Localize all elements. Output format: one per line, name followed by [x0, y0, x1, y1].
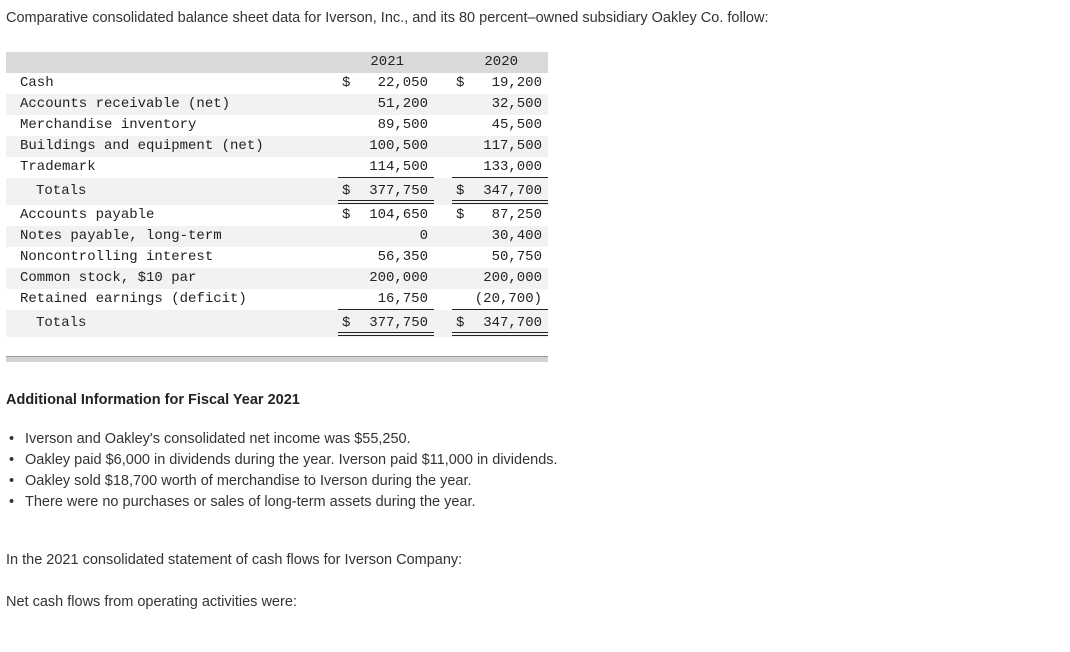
dollar-sign: $ — [342, 75, 351, 91]
value-2021: 100,500 — [369, 138, 428, 154]
bullet-icon: • — [9, 452, 15, 468]
row-label: Notes payable, long-term — [20, 228, 222, 244]
value-2021: 0 — [419, 228, 428, 244]
row-label: Noncontrolling interest — [20, 249, 214, 265]
bullet-icon: • — [9, 473, 15, 489]
list-item-text: Oakley paid $6,000 in dividends during the year. Iverson paid $11,000 in dividends. — [25, 452, 558, 468]
table-bottom-bar — [6, 356, 548, 362]
dollar-sign: $ — [342, 315, 351, 331]
table-row-common-stock — [6, 268, 548, 289]
table-row-cash — [6, 73, 548, 94]
value-2021: 377,750 — [369, 315, 428, 331]
dollar-sign: $ — [456, 183, 465, 199]
row-label: Cash — [20, 75, 54, 91]
value-2021: 377,750 — [369, 183, 428, 199]
double-underline — [338, 332, 434, 336]
value-2021: 22,050 — [377, 75, 428, 91]
list-item — [6, 451, 558, 472]
balance-sheet-table — [6, 52, 548, 337]
value-2020: 32,500 — [491, 96, 542, 112]
row-label: Buildings and equipment (net) — [20, 138, 264, 154]
additional-info-list — [6, 430, 558, 514]
row-label: Trademark — [20, 159, 96, 175]
table-row-trademark — [6, 157, 548, 178]
row-label: Common stock, $10 par — [20, 270, 197, 286]
table-row-retained-earnings — [6, 289, 548, 310]
double-underline — [452, 332, 548, 336]
list-item-text: Iverson and Oakley's consolidated net income was $55,250. — [25, 431, 411, 447]
row-label: Merchandise inventory — [20, 117, 197, 133]
question-text: Net cash flows from operating activities were: — [6, 594, 297, 610]
list-item — [6, 430, 558, 451]
value-2021: 200,000 — [369, 270, 428, 286]
value-2020: 45,500 — [491, 117, 542, 133]
value-2020: 87,250 — [491, 207, 542, 223]
table-row-merchandise-inventory — [6, 115, 548, 136]
dollar-sign: $ — [456, 315, 465, 331]
list-item — [6, 472, 558, 493]
value-2021: 89,500 — [377, 117, 428, 133]
table-row-accounts-payable — [6, 205, 548, 226]
value-2021: 56,350 — [377, 249, 428, 265]
table-row-totals-assets — [6, 178, 548, 205]
table-row-buildings-equipment — [6, 136, 548, 157]
value-2020: 50,750 — [491, 249, 542, 265]
row-label: Totals — [36, 315, 87, 331]
value-2020: 133,000 — [483, 159, 542, 175]
value-2021: 104,650 — [369, 207, 428, 223]
table-row-accounts-receivable — [6, 94, 548, 115]
row-label: Retained earnings (deficit) — [20, 291, 247, 307]
value-2021: 51,200 — [377, 96, 428, 112]
table-header-row — [6, 52, 548, 73]
value-2020: 200,000 — [483, 270, 542, 286]
header-2020: 2020 — [484, 54, 518, 70]
row-label: Totals — [36, 183, 87, 199]
list-item-text: Oakley sold $18,700 worth of merchandise to Iverson during the year. — [25, 473, 472, 489]
double-underline — [338, 200, 434, 204]
list-item — [6, 493, 558, 514]
dollar-sign: $ — [342, 207, 351, 223]
value-2020: 30,400 — [491, 228, 542, 244]
question-intro: In the 2021 consolidated statement of cash flows for Iverson Company: — [6, 552, 463, 568]
list-item-text: There were no purchases or sales of long-term assets during the year. — [25, 494, 476, 510]
value-2020: 117,500 — [483, 138, 542, 154]
dollar-sign: $ — [342, 183, 351, 199]
table-row-noncontrolling-interest — [6, 247, 548, 268]
intro-text: Comparative consolidated balance sheet data for Iverson, Inc., and its 80 percent–owned subsidiary Oakley Co. follow: — [6, 10, 769, 26]
table-row-totals-liabilities — [6, 310, 548, 337]
bullet-icon: • — [9, 431, 15, 447]
dollar-sign: $ — [456, 75, 465, 91]
value-2021: 16,750 — [377, 291, 428, 307]
header-2021: 2021 — [370, 54, 404, 70]
value-2020: 347,700 — [483, 183, 542, 199]
value-2020: 19,200 — [491, 75, 542, 91]
value-2021: 114,500 — [369, 159, 428, 175]
value-2020: (20,700) — [474, 291, 542, 307]
row-label: Accounts receivable (net) — [20, 96, 231, 112]
bullet-icon: • — [9, 494, 15, 510]
row-label: Accounts payable — [20, 207, 155, 223]
double-underline — [452, 200, 548, 204]
dollar-sign: $ — [456, 207, 465, 223]
value-2020: 347,700 — [483, 315, 542, 331]
additional-info-title: Additional Information for Fiscal Year 2021 — [6, 392, 300, 408]
table-row-notes-payable — [6, 226, 548, 247]
